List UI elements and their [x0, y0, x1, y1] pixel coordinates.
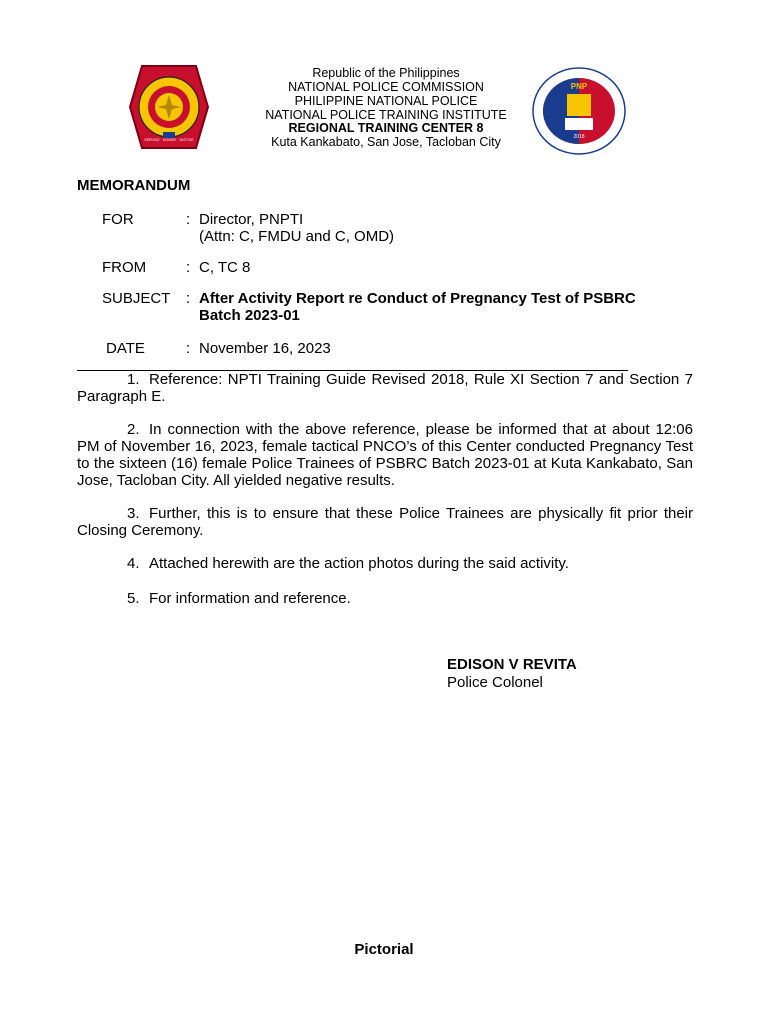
- header-npti: NATIONAL POLICE TRAINING INSTITUTE: [265, 108, 507, 122]
- memo-title: MEMORANDUM: [77, 177, 191, 194]
- paragraph-5-text: For information and reference.: [149, 590, 351, 607]
- header-pnp: PHILIPPINE NATIONAL POLICE: [294, 94, 478, 108]
- paragraph-5: [77, 590, 693, 607]
- paragraph-2: [77, 421, 693, 489]
- paragraph-4-number: 4.: [127, 555, 140, 572]
- from-colon: :: [186, 259, 191, 276]
- for-value: Director, PNPTI: [199, 211, 304, 228]
- from-label: FROM: [102, 259, 147, 276]
- paragraph-5-number: 5.: [127, 590, 140, 607]
- for-value-attn: (Attn: C, FMDU and C, OMD): [199, 228, 395, 245]
- for-colon: :: [186, 211, 191, 228]
- pnpti-logo: [531, 66, 627, 156]
- paragraph-2-number: 2.: [127, 421, 140, 438]
- paragraph-1-text: Reference: NPTI Training Guide Revised 2018, Rule XI Section 7 and Section 7 Paragraph E.: [77, 371, 693, 405]
- paragraph-4: [77, 555, 693, 572]
- subject-colon: :: [186, 290, 191, 307]
- subject-label: SUBJECT: [102, 290, 171, 307]
- pictorial-heading: Pictorial: [354, 941, 414, 958]
- signatory-name: EDISON V REVITA: [447, 656, 577, 673]
- pnp-logo-motto: SERVICE · HONOR · JUSTICE: [144, 138, 194, 142]
- subject-line-1: After Activity Report re Conduct of Pregnancy Test of PSBRC: [199, 290, 636, 307]
- from-value: C, TC 8: [199, 259, 251, 276]
- header-rtc: REGIONAL TRAINING CENTER 8: [288, 121, 484, 135]
- paragraph-3: [77, 505, 693, 539]
- header-napolcom: NATIONAL POLICE COMMISSION: [288, 80, 484, 94]
- paragraph-1-number: 1.: [127, 371, 140, 388]
- date-label: DATE: [106, 340, 145, 357]
- paragraph-3-text: Further, this is to ensure that these Police Trainees are physically fit prior their Closing Ceremony.: [77, 505, 693, 539]
- date-colon: :: [186, 340, 191, 357]
- paragraph-3-number: 3.: [127, 505, 140, 522]
- pnpti-logo-year: 2018: [573, 134, 585, 140]
- header-republic: Republic of the Philippines: [312, 66, 460, 80]
- for-label: FOR: [102, 211, 134, 228]
- paragraph-1: [77, 371, 693, 405]
- paragraph-2-text: In connection with the above reference, please be informed that at about 12:06 PM of November 16, 2023, female tactical PNCO’s of this Center conducted Pregnancy Test to the sixteen (16) female Police Trainees of PSBRC Batch 2023-01 at Kuta Kankabato, San Jose, Tacloban City. All yielded negative results.: [77, 421, 693, 489]
- pnp-logo: [128, 62, 210, 152]
- subject-line-2: Batch 2023-01: [199, 307, 300, 324]
- paragraph-4-text: Attached herewith are the action photos during the said activity.: [149, 555, 569, 572]
- date-value: November 16, 2023: [199, 340, 331, 357]
- signatory-rank: Police Colonel: [447, 674, 543, 691]
- header-address: Kuta Kankabato, San Jose, Tacloban City: [271, 135, 501, 149]
- pnpti-logo-badge: PNP: [570, 82, 588, 91]
